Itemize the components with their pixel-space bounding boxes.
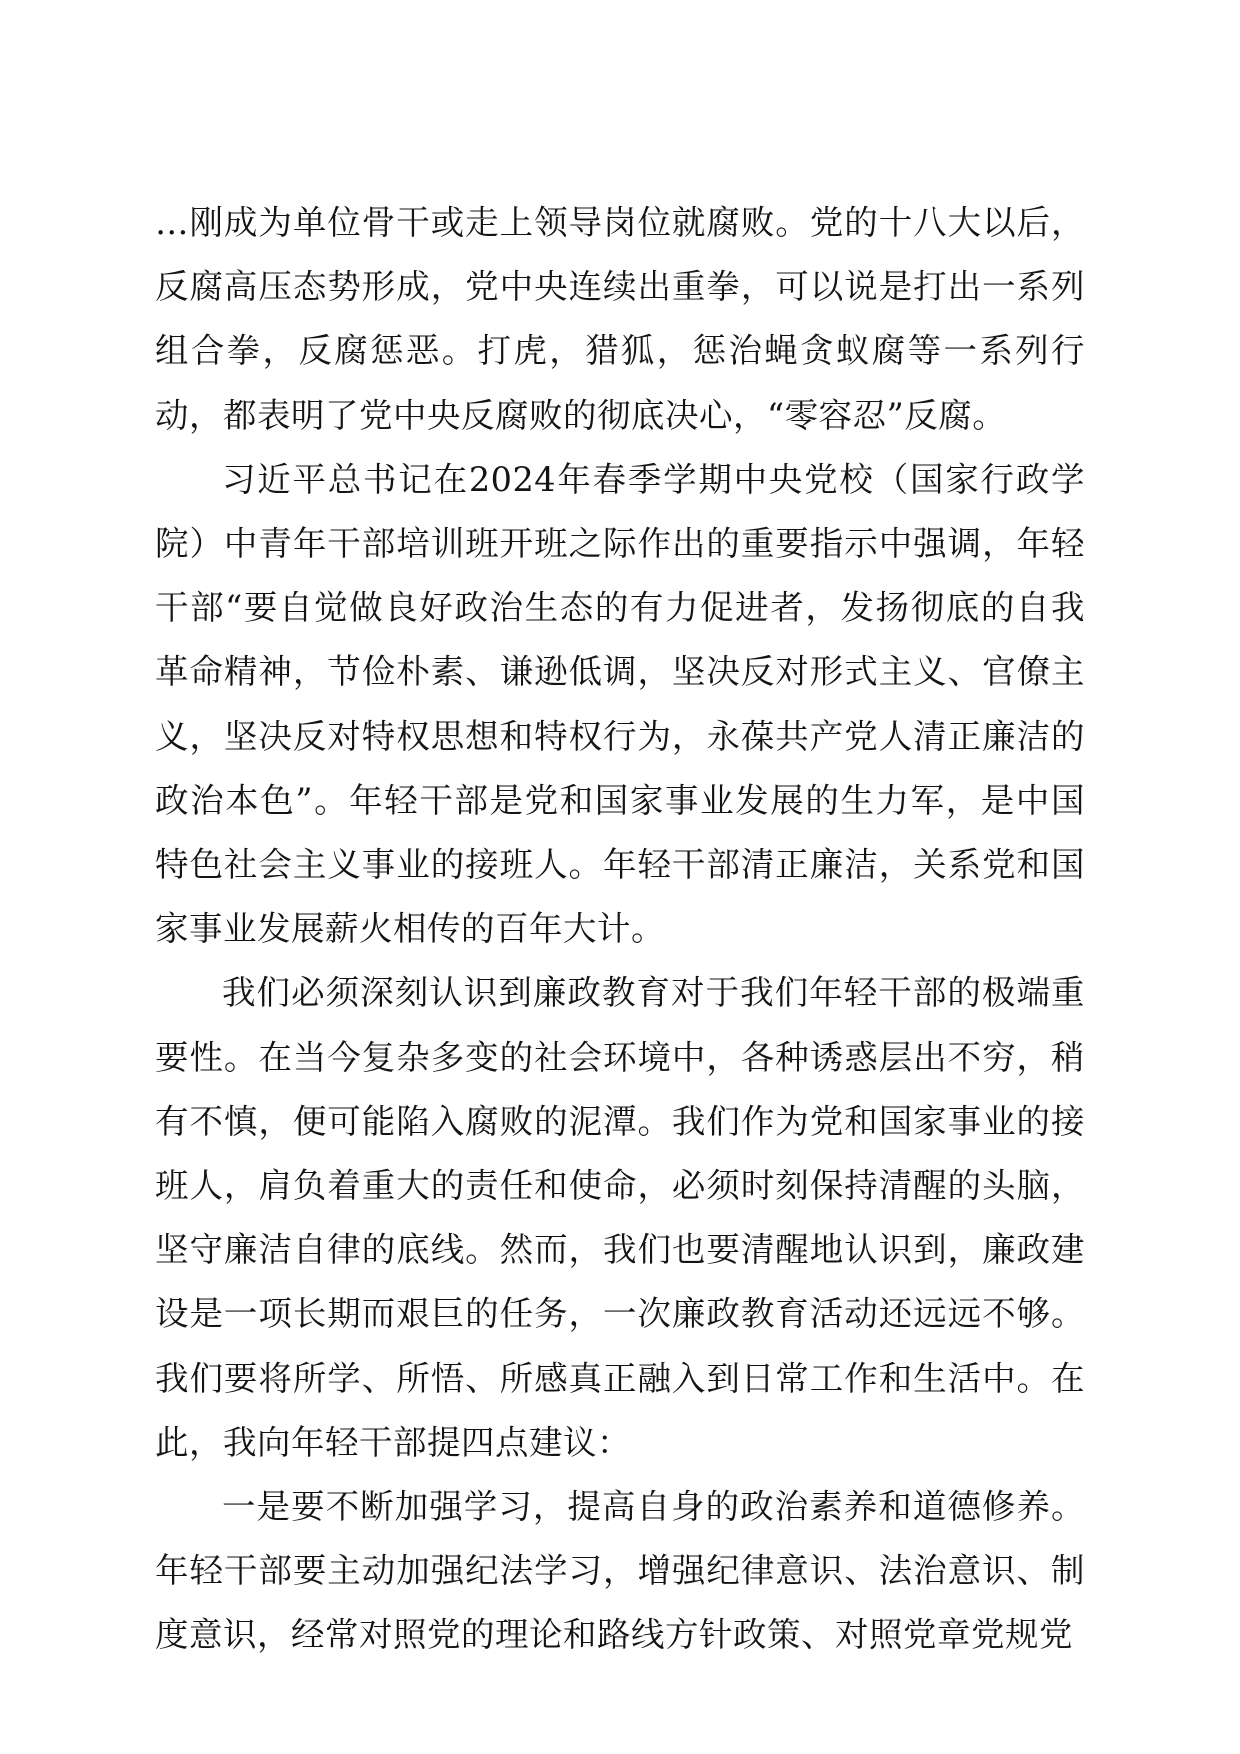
body-text (155, 191, 1085, 1668)
paragraph-education-importance: 我们必须深刻认识到廉政教育对于我们年轻干部的极端重要性。在当今复杂多变的社会环境中，各种诱惑层出不穷，稍有不慎，便可能陷入腐败的泥潭。我们作为党和国家事业的接班人，肩负着重大的责任和使命，必须时刻保持清醒的头脑，坚守廉洁自律的底线。然而，我们也要清醒地认识到，廉政建设是一项长期而艰巨的任务，一次廉政教育活动还远远不够。我们要将所学、所悟、所感真正融入到日常工作和生活中。在此，我向年轻干部提四点建议： (155, 973, 1085, 1462)
paragraph-suggestion-one: 一是要不断加强学习，提高自身的政治素养和道德修养。年轻干部要主动加强纪法学习，增强纪律意识、法治意识、制度意识，经常对照党的理论和路线方针政策、对照党章党规党 (155, 1487, 1085, 1655)
paragraph-anti-corruption-intro: …刚成为单位骨干或走上领导岗位就腐败。党的十八大以后，反腐高压态势形成，党中央连续出重拳，可以说是打出一系列组合拳，反腐惩恶。打虎，猎狐，惩治蝇贪蚁腐等一系列行动，都表明了党中央反腐败的彻底决心，“零容忍”反腐。 (155, 203, 1085, 435)
paragraph-xi-instruction: 习近平总书记在2024年春季学期中央党校（国家行政学院）中青年干部培训班开班之际作出的重要指示中强调，年轻干部“要自觉做良好政治生态的有力促进者，发扬彻底的自我革命精神，节俭朴素、谦逊低调，坚决反对形式主义、官僚主义，坚决反对特权思想和特权行为，永葆共产党人清正廉洁的政治本色”。年轻干部是党和国家事业发展的生力军，是中国特色社会主义事业的接班人。年轻干部清正廉洁，关系党和国家事业发展薪火相传的百年大计。 (155, 459, 1085, 949)
